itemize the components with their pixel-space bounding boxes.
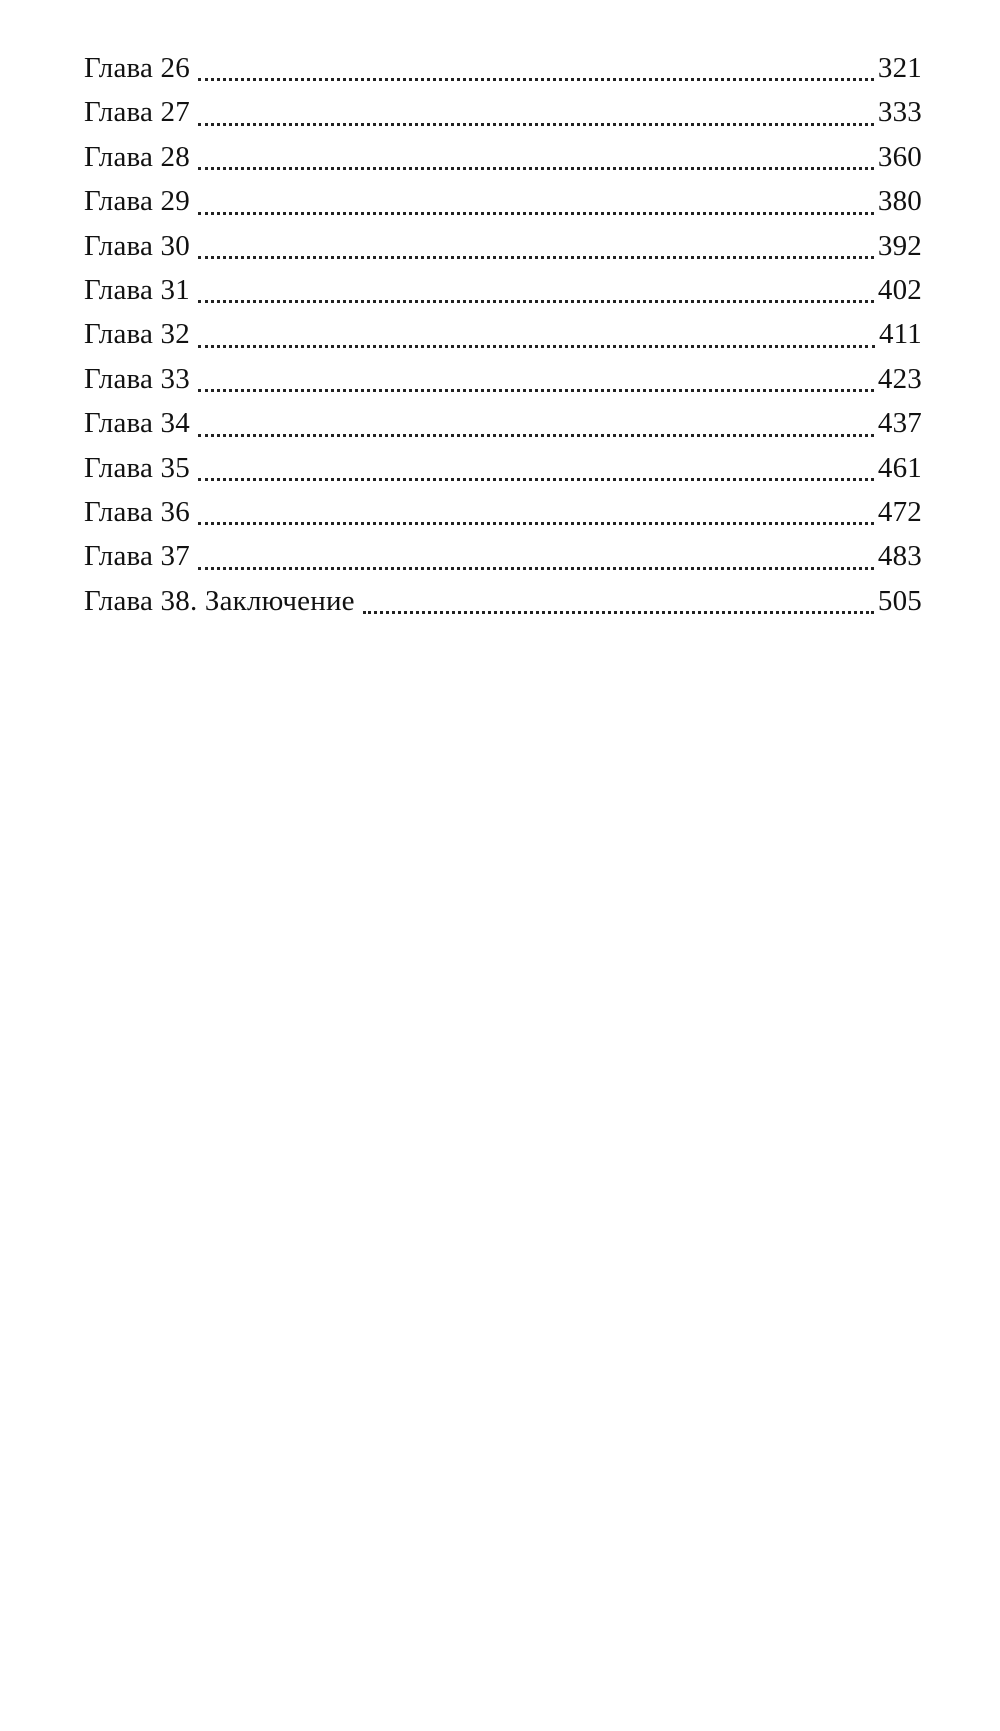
toc-entry bbox=[84, 90, 922, 134]
toc-entry-title: Глава 26 bbox=[84, 52, 190, 84]
toc-entry bbox=[84, 446, 922, 490]
toc-entry-page: 483 bbox=[877, 540, 922, 573]
dot-leader bbox=[198, 567, 874, 570]
toc-entry bbox=[84, 135, 922, 179]
dot-leader bbox=[363, 611, 874, 614]
dot-leader bbox=[198, 256, 874, 259]
toc-entry-page: 380 bbox=[877, 185, 922, 218]
toc-entry-page: 472 bbox=[877, 495, 922, 528]
toc-entry-page: 411 bbox=[878, 318, 922, 351]
toc-entry bbox=[84, 268, 922, 312]
toc-entry-title: Глава 32 bbox=[84, 318, 190, 351]
toc-entry-title: Глава 30 bbox=[84, 229, 190, 262]
toc-entry-page: 437 bbox=[877, 407, 922, 440]
toc-entry-title: Глава 37 bbox=[84, 540, 190, 573]
toc-entry-title: Глава 33 bbox=[84, 362, 190, 395]
toc-entry bbox=[84, 312, 922, 356]
toc-entry bbox=[84, 357, 922, 401]
toc-entry-title: Глава 31 bbox=[84, 273, 190, 306]
dot-leader bbox=[198, 167, 874, 170]
toc-entry-title: Глава 35 bbox=[84, 451, 190, 484]
toc-entry-page: 423 bbox=[877, 362, 922, 395]
toc-entry-title: Глава 34 bbox=[84, 407, 190, 440]
toc-entry-page: 461 bbox=[877, 451, 922, 484]
toc-entry-page: 321 bbox=[877, 52, 922, 84]
toc-entry-title: Глава 29 bbox=[84, 185, 190, 218]
toc-entry-title: Глава 38. Заключение bbox=[84, 584, 355, 617]
toc-entry-title: Глава 27 bbox=[84, 96, 190, 129]
toc-entry bbox=[84, 401, 922, 445]
toc-entry-title: Глава 28 bbox=[84, 140, 190, 173]
dot-leader bbox=[198, 522, 874, 525]
toc-entry bbox=[84, 579, 922, 623]
toc-entry bbox=[84, 179, 922, 223]
toc-entry bbox=[84, 490, 922, 534]
table-of-contents bbox=[84, 46, 922, 623]
toc-entry-title: Глава 36 bbox=[84, 495, 190, 528]
dot-leader bbox=[198, 345, 875, 348]
dot-leader bbox=[198, 78, 874, 81]
toc-entry-page: 360 bbox=[877, 140, 922, 173]
toc-entry bbox=[84, 224, 922, 268]
toc-entry-page: 392 bbox=[877, 229, 922, 262]
toc-entry-page: 505 bbox=[877, 584, 922, 617]
toc-entry bbox=[84, 534, 922, 578]
dot-leader bbox=[198, 300, 874, 303]
dot-leader bbox=[198, 212, 874, 215]
toc-entry bbox=[84, 46, 922, 90]
dot-leader bbox=[198, 434, 874, 437]
dot-leader bbox=[198, 478, 874, 481]
dot-leader bbox=[198, 123, 874, 126]
dot-leader bbox=[198, 389, 874, 392]
toc-entry-page: 333 bbox=[877, 96, 922, 129]
toc-entry-page: 402 bbox=[877, 273, 922, 306]
